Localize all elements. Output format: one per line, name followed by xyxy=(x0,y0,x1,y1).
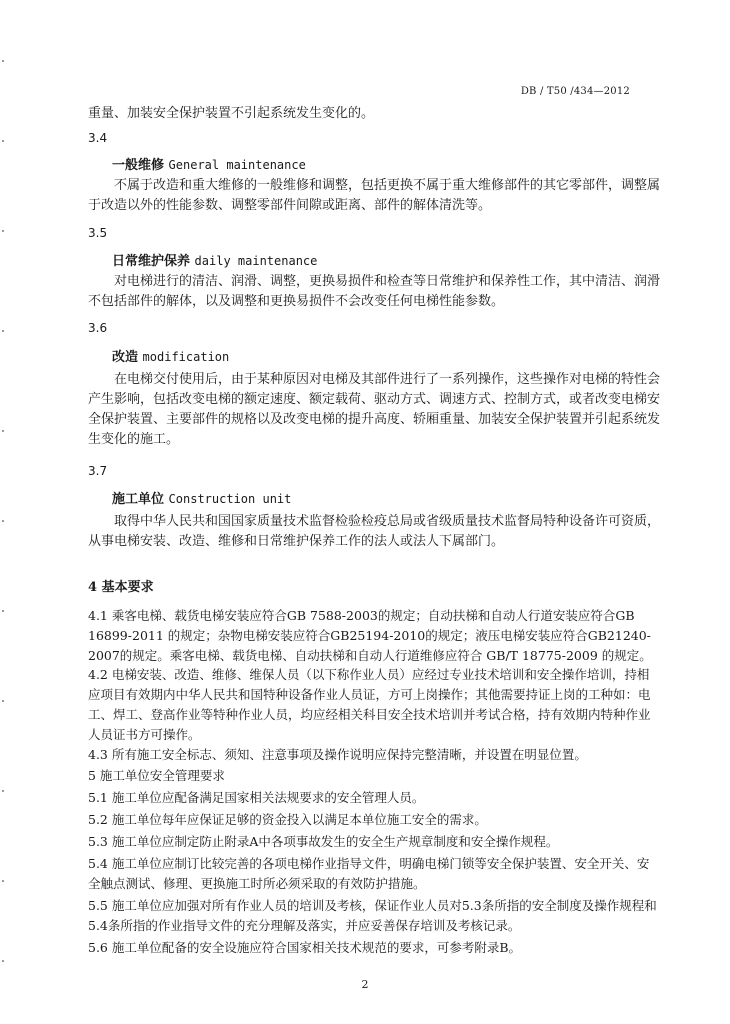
term-en: Construction unit xyxy=(168,492,292,506)
clause-5-4: 5.4 施工单位应制订比较完善的各项电梯作业指导文件，明确电梯门锁等安全保护装置、安全开关、安全触点测试、修理、更换施工时所必须采取的有效防护措施。 xyxy=(88,856,650,891)
clause-5-3: 5.3 施工单位应制定防止附录A中各项事故发生的安全生产规章制度和安全操作规程。 xyxy=(88,834,559,849)
term-zh: 施工单位 xyxy=(112,492,165,507)
scan-edge-marks xyxy=(0,0,10,1024)
term-daily-maintenance xyxy=(112,250,317,269)
clause-4-1: 4.1 乘客电梯、载货电梯安装应符合GB 7588-2003的规定；自动扶梯和自动人行道安装应符合GB 16899-2011 的规定；杂物电梯安装应符合GB25194-2010的规定；液压电梯安装应符合GB21240-2007的规定。乘客电梯、载货电梯、自动扶梯和自动人行道维修应符合 GB/T 18775-2009 的规定。 xyxy=(88,608,652,663)
clause-4-2: 4.2 电梯安装、改造、维修、维保人员（以下称作业人员）应经过专业技术培训和安全操作培训，持相应项目有效期内中华人民共和国特种设备作业人员证，方可上岗操作；其他需要持证上岗的工种如：电工、焊工、登高作业等特种作业人员，均应经相关科目安全技术培训并考试合格，持有效期内特种作业人员证书方可操作。 xyxy=(88,667,651,742)
term-en: modification xyxy=(142,350,230,364)
page-number: 2 xyxy=(361,978,369,991)
clause-number-3-6: 3.6 xyxy=(88,321,108,335)
continuation-text: 重量、加装安全保护装置不引起系统发生变化的。 xyxy=(88,106,375,121)
definition-general-maintenance: 不属于改造和重大维修的一般维修和调整，包括更换不属于重大维修部件的其它零部件，调整属于改造以外的性能参数、调整零部件间隙或距离、部件的解体清洗等。 xyxy=(88,178,661,213)
term-zh: 一般维修 xyxy=(112,158,165,173)
clause-5-1: 5.1 施工单位应配备满足国家相关法规要求的安全管理人员。 xyxy=(88,790,425,805)
clause-5-6: 5.6 施工单位配备的安全设施应符合国家相关技术规范的要求，可参考附录B。 xyxy=(88,940,522,955)
clause-5-5: 5.5 施工单位应加强对所有作业人员的培训及考核，保证作业人员对5.3条所指的安全制度及操作规程和5.4条所指的作业指导文件的充分理解及落实，并应妥善保存培训及考核记录。 xyxy=(88,898,657,933)
term-modification xyxy=(112,346,229,365)
term-zh: 日常维护保养 xyxy=(112,254,191,269)
clause-number-3-4: 3.4 xyxy=(88,131,108,145)
clause-4-3: 4.3 所有施工安全标志、须知、注意事项及操作说明应保持完整清晰，并设置在明显位置。 xyxy=(88,747,587,762)
clause-number-3-5: 3.5 xyxy=(88,226,108,240)
term-construction-unit xyxy=(112,488,291,507)
term-general-maintenance xyxy=(112,154,306,173)
standard-code: DB / T50 /434—2012 xyxy=(520,86,630,97)
definition-construction-unit: 取得中华人民共和国国家质量技术监督检验检疫总局或省级质量技术监督局特种设备许可资质，从事电梯安装、改造、维修和日常维护保养工作的法人或法人下属部门。 xyxy=(88,514,661,549)
term-en: General maintenance xyxy=(168,158,306,172)
clause-number-3-7: 3.7 xyxy=(88,464,108,478)
term-en: daily maintenance xyxy=(194,254,318,268)
definition-modification: 在电梯交付使用后，由于某种原因对电梯及其部件进行了一系列操作，这些操作对电梯的特性会产生影响，包括改变电梯的额定速度、额定载荷、驱动方式、调速方式、控制方式，或者改变电梯安全保护装置、主要部件的规格以及改变电梯的提升高度、轿厢重量、加装安全保护装置并引起系统发生变化的施工。 xyxy=(88,372,661,447)
section-title-5: 5 施工单位安全管理要求 xyxy=(88,768,225,783)
section-title-4: 4 基本要求 xyxy=(88,580,154,595)
clause-5-2: 5.2 施工单位每年应保证足够的资金投入以满足本单位施工安全的需求。 xyxy=(88,812,487,827)
term-zh: 改造 xyxy=(112,350,139,365)
definition-daily-maintenance: 对电梯进行的清洁、润滑、调整，更换易损件和检查等日常维护和保养性工作，其中清洁、润滑不包括部件的解体，以及调整和更换易损件不会改变任何电梯性能参数。 xyxy=(88,274,661,309)
